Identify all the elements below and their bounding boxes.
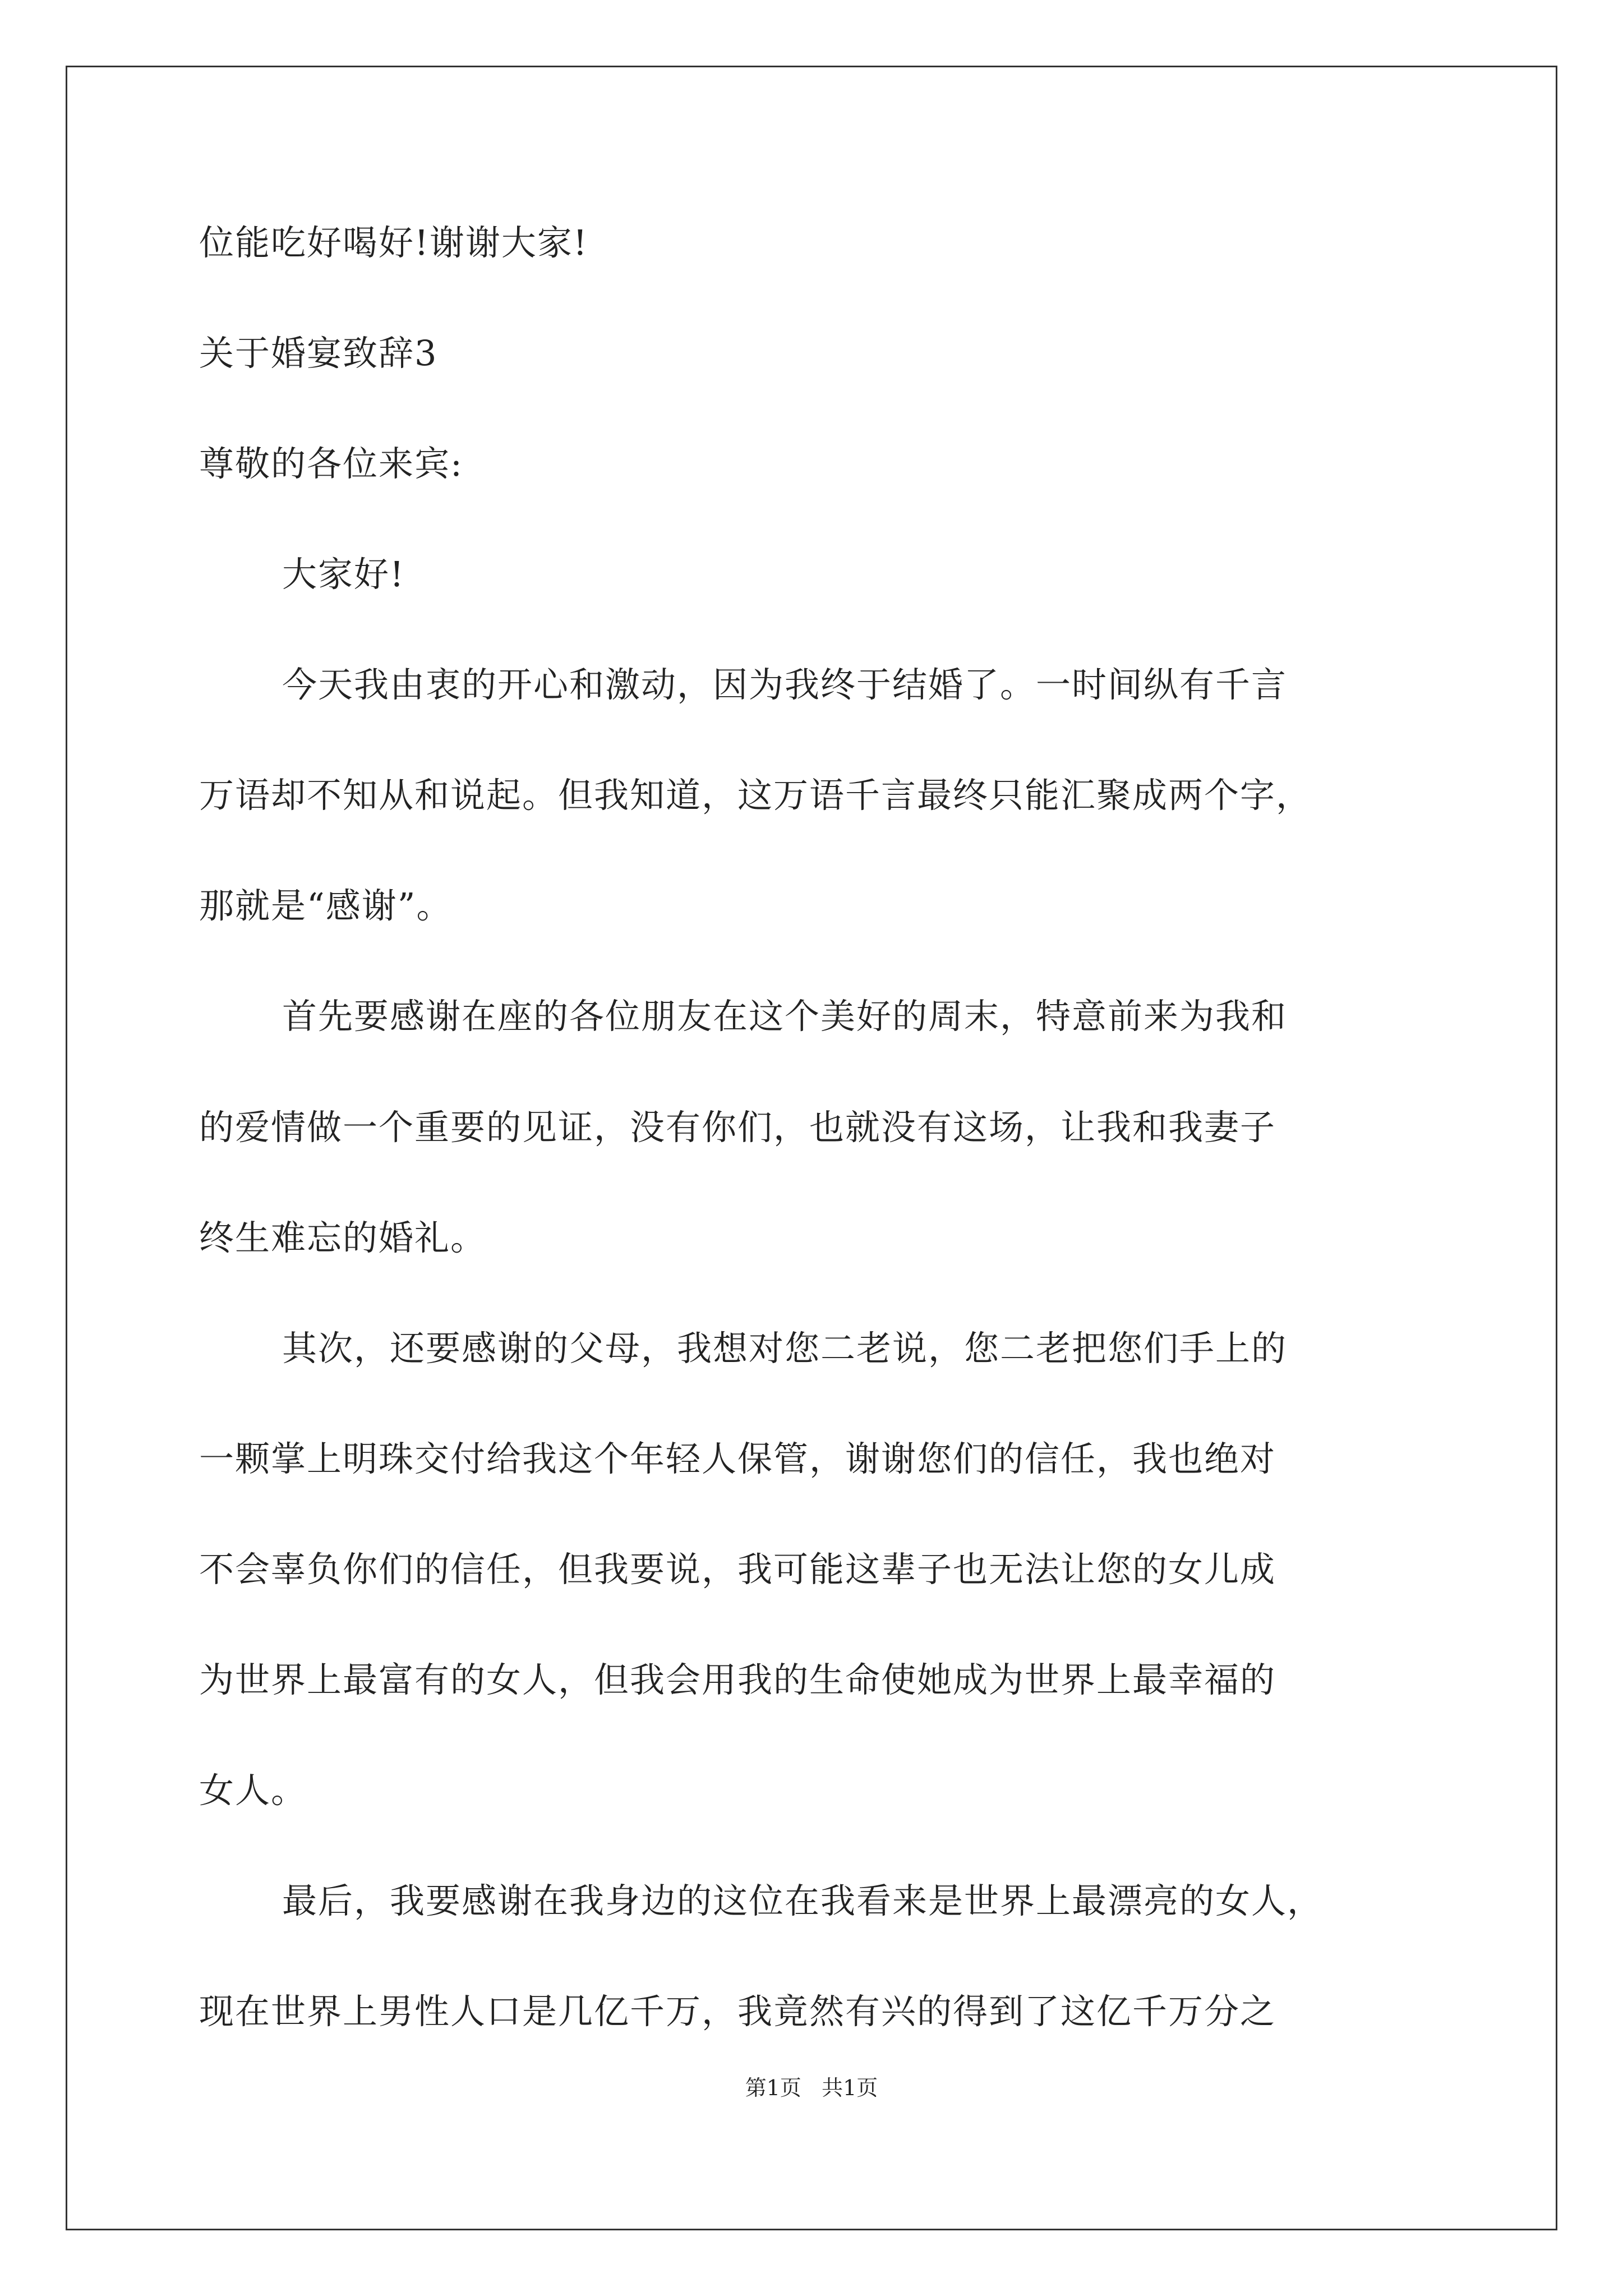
paragraph-line: 现在世界上男性人口是几亿千万，我竟然有兴的得到了这亿千万分之 <box>199 1991 1276 2032</box>
paragraph-line: 终生难忘的婚礼。 <box>199 1217 487 1258</box>
paragraph-line: 为世界上最富有的女人，但我会用我的生命使她成为世界上最幸福的 <box>199 1659 1276 1700</box>
section-heading: 关于婚宴致辞3 <box>199 333 438 374</box>
paragraph-line: 不会辜负你们的信任，但我要说，我可能这辈子也无法让您的女儿成 <box>199 1549 1276 1590</box>
paragraph-line: 今天我由衷的开心和激动，因为我终于结婚了。一时间纵有千言 <box>282 664 1288 705</box>
paragraph-line: 一颗掌上明珠交付给我这个年轻人保管，谢谢您们的信任，我也绝对 <box>199 1438 1276 1479</box>
paragraph-line: 万语却不知从和说起。但我知道，这万语千言最终只能汇聚成两个字， <box>199 775 1312 816</box>
paragraph-line: 的爱情做一个重要的见证，没有你们，也就没有这场，让我和我妻子 <box>199 1107 1276 1148</box>
text-line-closing: 位能吃好喝好!谢谢大家! <box>199 222 588 263</box>
paragraph-line: 那就是“感谢”。 <box>199 885 453 926</box>
paragraph-line: 女人。 <box>199 1770 307 1811</box>
paragraph-line: 首先要感谢在座的各位朋友在这个美好的周末，特意前来为我和 <box>282 996 1288 1037</box>
salutation: 尊敬的各位来宾: <box>199 443 463 484</box>
greeting: 大家好! <box>282 554 405 595</box>
paragraph-line: 最后，我要感谢在我身边的这位在我看来是世界上最漂亮的女人， <box>282 1880 1324 1921</box>
paragraph-line: 其次，还要感谢的父母，我想对您二老说，您二老把您们手上的 <box>282 1328 1288 1369</box>
page-number: 第1页 共1页 <box>745 2076 878 2100</box>
